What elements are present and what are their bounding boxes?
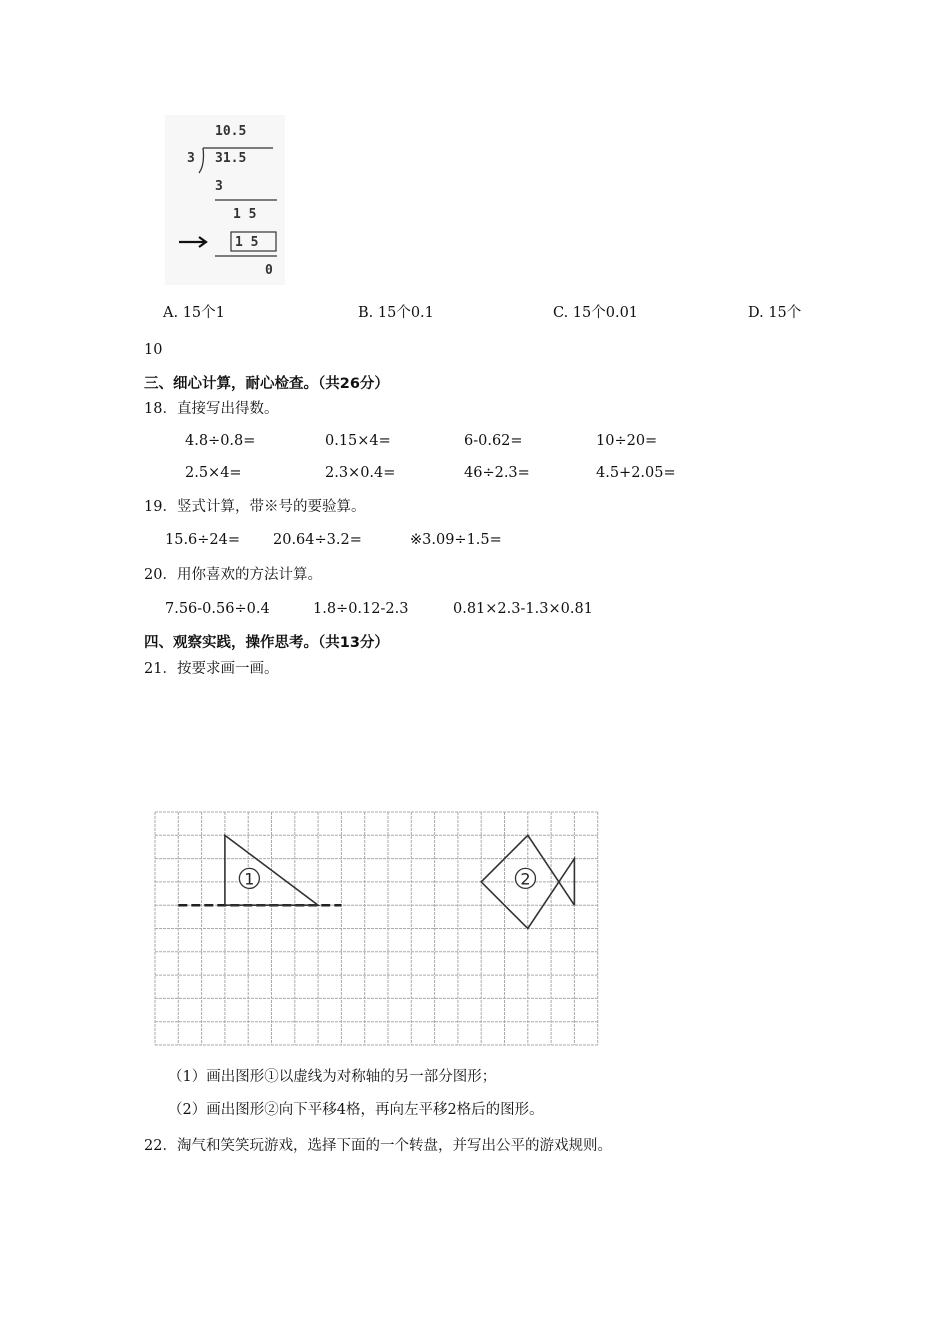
q20-item: 0.81×2.3-1.3×0.81 <box>453 601 593 617</box>
grid-svg <box>150 806 610 1051</box>
drawing-grid <box>150 806 610 1055</box>
section4-heading: 四、观察实践，操作思考。（共13分） <box>144 635 389 651</box>
q18-item: 2.5×4= <box>185 465 242 481</box>
long-division-figure <box>165 115 285 285</box>
step2: 1 5 <box>233 207 257 222</box>
figure-2-label: 2 <box>520 869 531 889</box>
q21-sub2: （2）画出图形②向下平移4格，再向左平移2格后的图形。 <box>168 1102 544 1118</box>
q19-item: 15.6÷24= <box>165 532 241 548</box>
q18-item: 6-0.62= <box>464 433 523 449</box>
q18-item: 10÷20= <box>596 433 658 449</box>
option-d: D. 15个 <box>748 305 802 321</box>
option-b: B. 15个0.1 <box>358 305 434 321</box>
divisor: 3 <box>187 151 195 166</box>
q20-item: 1.8÷0.12-2.3 <box>313 601 409 617</box>
q21-sub1: （1）画出图形①以虚线为对称轴的另一部分图形； <box>168 1069 497 1085</box>
section3-heading: 三、细心计算，耐心检查。（共26分） <box>144 376 389 392</box>
q18-item: 46÷2.3= <box>464 465 530 481</box>
option-a: A. 15个1 <box>163 305 225 321</box>
q18-title: 18．直接写出得数。 <box>144 401 279 417</box>
arrow-icon <box>179 237 206 247</box>
q22-title: 22．淘气和笑笑玩游戏，选择下面的一个转盘，并写出公平的游戏规则。 <box>144 1138 612 1154</box>
q21-title: 21．按要求画一画。 <box>144 661 279 677</box>
option-d-wrap: 10 <box>144 342 163 358</box>
q18-item: 0.15×4= <box>325 433 391 449</box>
q18-item: 2.3×0.4= <box>325 465 396 481</box>
figure-1-label: 1 <box>244 869 255 889</box>
option-c: C. 15个0.01 <box>553 305 639 321</box>
q19-item: ※3.09÷1.5= <box>410 532 502 548</box>
q19-item: 20.64÷3.2= <box>273 532 362 548</box>
q18-item: 4.8÷0.8= <box>185 433 256 449</box>
dividend: 31.5 <box>215 151 247 166</box>
remainder: 0 <box>265 263 273 278</box>
quotient: 10.5 <box>215 124 247 139</box>
q20-title: 20．用你喜欢的方法计算。 <box>144 567 322 583</box>
q18-item: 4.5+2.05= <box>596 465 676 481</box>
step3: 1 5 <box>235 235 259 250</box>
q20-item: 7.56-0.56÷0.4 <box>165 601 270 617</box>
long-division-svg <box>165 115 285 285</box>
q19-title: 19．竖式计算，带※号的要验算。 <box>144 499 366 515</box>
step1: 3 <box>215 179 223 194</box>
